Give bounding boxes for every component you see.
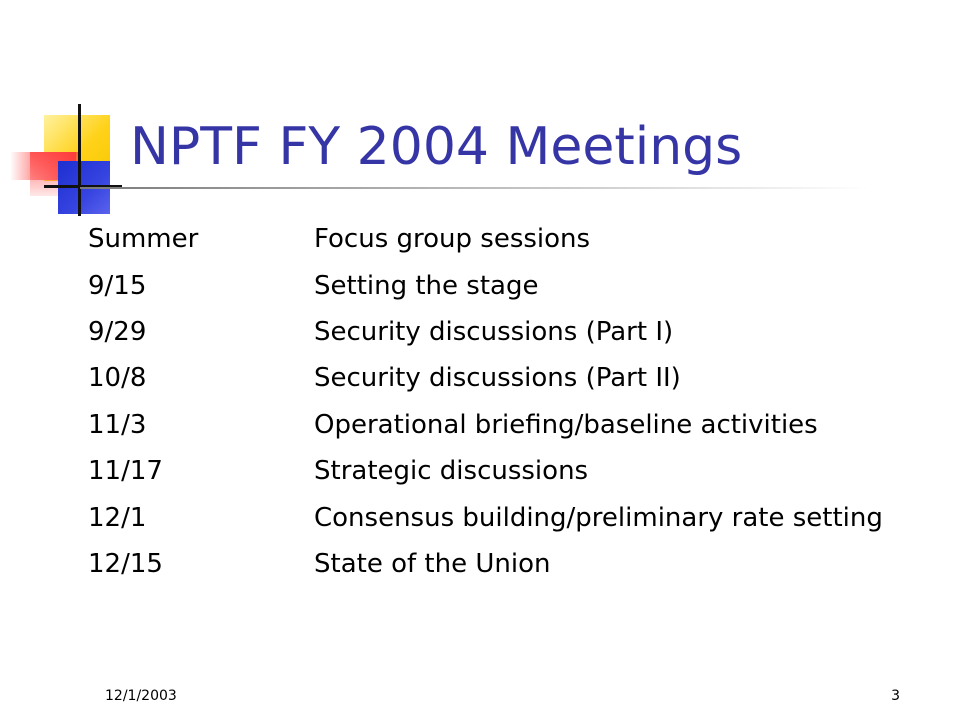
meeting-row: [88, 355, 948, 401]
meeting-date: 11/17: [88, 456, 163, 487]
meeting-date: 11/3: [88, 409, 147, 440]
meeting-row: [88, 216, 948, 262]
title-underline: [80, 187, 870, 189]
slide-number: 3: [891, 688, 900, 704]
meeting-description: Security discussions (Part I): [314, 316, 674, 347]
meeting-row: [88, 494, 948, 540]
meeting-description: Focus group sessions: [314, 224, 591, 255]
meeting-date: 9/29: [88, 316, 147, 347]
meeting-description: Setting the stage: [314, 270, 539, 301]
meeting-date: Summer: [88, 224, 199, 255]
meeting-description: Security discussions (Part II): [314, 363, 681, 394]
meeting-row: [88, 448, 948, 494]
meeting-description: Operational briefing/baseline activities: [314, 409, 818, 440]
footer-date: 12/1/2003: [105, 688, 177, 704]
meeting-date: 9/15: [88, 270, 147, 301]
vertical-line-decoration: [78, 104, 81, 216]
meeting-description: State of the Union: [314, 548, 551, 579]
meeting-description: Consensus building/preliminary rate setting: [314, 502, 883, 533]
meeting-row: [88, 541, 948, 587]
meeting-row: [88, 309, 948, 355]
meeting-description: Strategic discussions: [314, 456, 589, 487]
meeting-list: [88, 216, 948, 587]
slide-title: NPTF FY 2004 Meetings: [130, 117, 743, 177]
meeting-date: 10/8: [88, 363, 147, 394]
meeting-date: 12/1: [88, 502, 147, 533]
meeting-row: [88, 402, 948, 448]
meeting-row: [88, 262, 948, 308]
meeting-date: 12/15: [88, 548, 163, 579]
